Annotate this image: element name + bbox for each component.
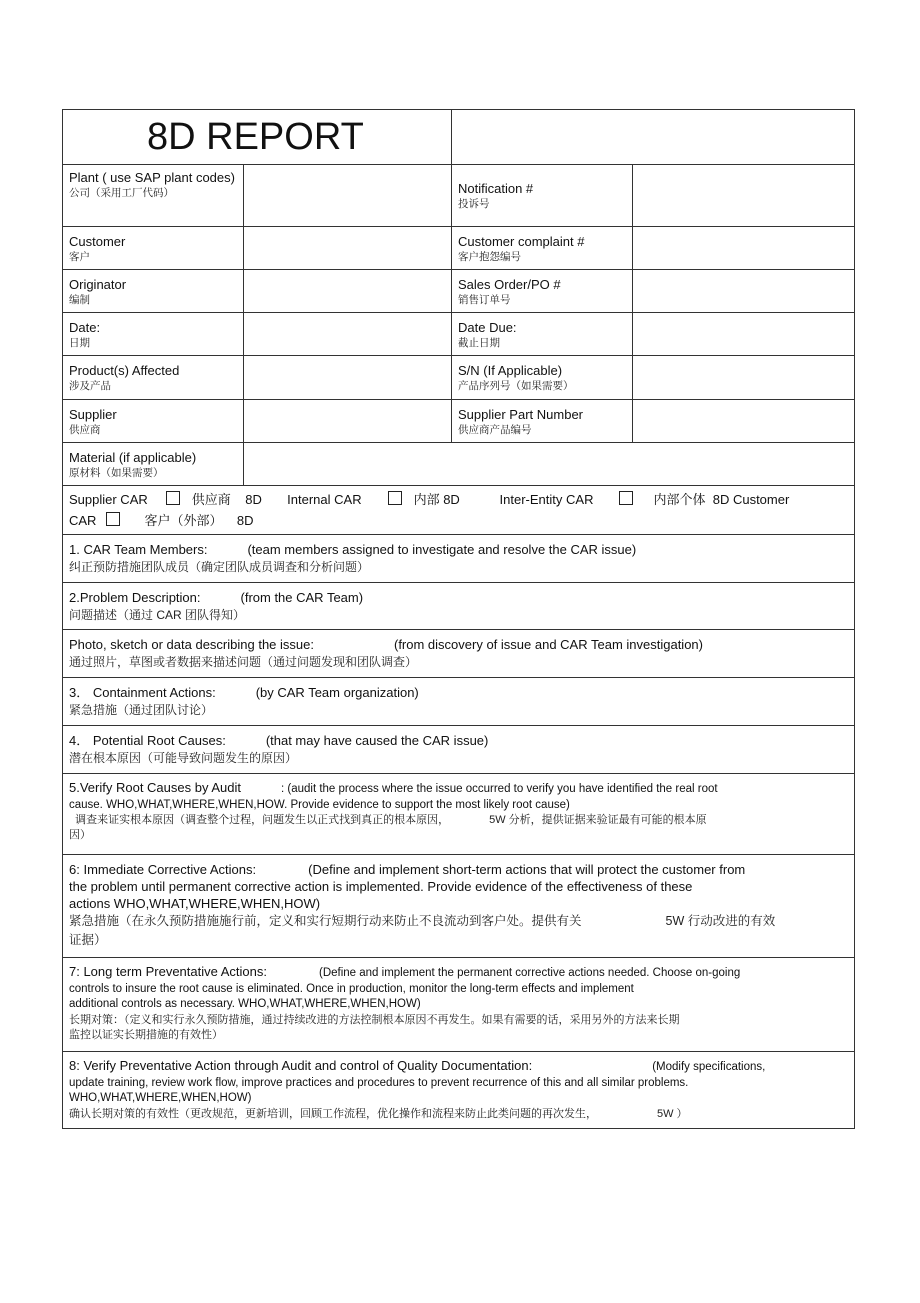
supplier-label-zh: 供应商 bbox=[69, 423, 101, 436]
supplier-value-cell[interactable] bbox=[244, 400, 452, 442]
notification-label-zh: 投诉号 bbox=[458, 198, 490, 210]
section-6-cell[interactable] bbox=[63, 855, 854, 957]
car-type-line-1 bbox=[69, 489, 848, 510]
section-1-desc: (team members assigned to investigate and resolve the CAR issue) bbox=[247, 542, 637, 557]
section-8-title: 8: Verify Preventative Action through Audit and control of Quality Documentation: bbox=[69, 1058, 533, 1073]
products-row bbox=[62, 356, 855, 400]
supplier-car-label: Supplier CAR bbox=[69, 492, 148, 507]
section-3-zh: 紧急措施（通过团队讨论） bbox=[69, 703, 214, 717]
products-label-cell bbox=[63, 356, 244, 399]
section-6-zh2: 证据） bbox=[69, 933, 107, 947]
complaint-label-cell bbox=[452, 227, 633, 269]
section-5-desc: : (audit the process where the issue occurred to verify you have identified the real root bbox=[280, 783, 718, 795]
section-5-zh-b: 5W 分析，提供证据来验证最有可能的根本原 bbox=[489, 814, 707, 826]
sales-order-label-cell bbox=[452, 270, 633, 312]
title-blank-cell[interactable] bbox=[452, 110, 854, 164]
section-7-zh: 长期对策：（定义和实行永久预防措施，通过持续改进的方法控制根本原因不再发生。如果有需要的话，采用另外的方法来长期 bbox=[69, 1013, 680, 1026]
section-6-zh-b: 5W 行动改进的有效 bbox=[665, 914, 776, 928]
section-8 bbox=[62, 1052, 855, 1129]
customer-label-cell bbox=[63, 227, 244, 269]
date-value-cell[interactable] bbox=[244, 313, 452, 355]
section-5-title: 5.Verify Root Causes by Audit bbox=[69, 780, 241, 795]
supplier-part-label-cell bbox=[452, 400, 633, 442]
section-8-desc: (Modify specifications, bbox=[652, 1061, 766, 1073]
date-due-label-zh: 截止日期 bbox=[458, 336, 500, 349]
section-2-title: 2.Problem Description: bbox=[69, 590, 201, 605]
sn-label-cell bbox=[452, 356, 633, 399]
customer-label: Customer bbox=[69, 233, 126, 249]
section-2 bbox=[62, 583, 855, 630]
report-title: 8D REPORT bbox=[147, 116, 364, 158]
section-6-desc: (Define and implement short-term actions that will protect the customer from bbox=[308, 862, 746, 877]
material-value-cell[interactable] bbox=[244, 443, 854, 485]
supplier-part-value-cell[interactable] bbox=[633, 400, 854, 442]
section-8-desc3: WHO,WHAT,WHERE,WHEN,HOW) bbox=[69, 1092, 252, 1104]
customer-label-zh: 客户 bbox=[69, 250, 90, 263]
originator-label-zh: 编制 bbox=[69, 293, 90, 306]
section-1-cell[interactable] bbox=[63, 535, 854, 582]
products-label-zh: 涉及产品 bbox=[69, 380, 111, 392]
section-8-zh: 确认长期对策的有效性（更改规范，更新培训，回顾工作流程，优化操作和流程来防止此类问题的再次发生， bbox=[69, 1107, 597, 1120]
car-type-line-2 bbox=[69, 510, 848, 531]
complaint-label-zh: 客户抱怨编号 bbox=[458, 250, 521, 263]
section-photo-cell[interactable] bbox=[63, 630, 854, 677]
supplier-8d-label: 8D bbox=[245, 492, 262, 507]
section-6-desc2: the problem until permanent corrective action is implemented. Provide evidence of the effectiveness of these bbox=[69, 879, 693, 894]
car-label: CAR bbox=[69, 513, 97, 528]
inter-entity-zh: 内部个体 bbox=[653, 492, 706, 507]
section-5-desc2: cause. WHO,WHAT,WHERE,WHEN,HOW. Provide evidence to support the most likely root cause) bbox=[69, 798, 570, 811]
report-form bbox=[62, 109, 855, 1129]
plant-value-cell[interactable] bbox=[244, 165, 452, 226]
section-5 bbox=[62, 774, 855, 855]
supplier-car-checkbox[interactable] bbox=[166, 491, 180, 505]
supplier-car-zh: 供应商 bbox=[191, 492, 231, 507]
notification-label-cell bbox=[452, 165, 633, 226]
internal-car-label: Internal CAR bbox=[287, 492, 362, 507]
section-photo bbox=[62, 630, 855, 678]
section-4 bbox=[62, 726, 855, 774]
date-label-cell bbox=[63, 313, 244, 355]
sales-order-label-zh: 销售订单号 bbox=[458, 293, 511, 306]
sn-label: S/N (If Applicable) bbox=[458, 363, 563, 378]
section-photo-title: Photo, sketch or data describing the issue: bbox=[69, 637, 314, 652]
date-due-value-cell[interactable] bbox=[633, 313, 854, 355]
date-due-label: Date Due: bbox=[458, 319, 517, 335]
plant-label: Plant ( use SAP plant codes) bbox=[69, 170, 235, 185]
section-7-desc3: additional controls as necessary. WHO,WHAT,WHERE,WHEN,HOW) bbox=[69, 998, 421, 1010]
title-row bbox=[62, 109, 855, 165]
date-due-label-cell bbox=[452, 313, 633, 355]
internal-car-checkbox[interactable] bbox=[388, 491, 402, 505]
internal-car-zh: 内部 8D bbox=[413, 492, 460, 507]
section-4-zh: 潜在根本原因（可能导致问题发生的原因） bbox=[69, 751, 298, 765]
products-value-cell[interactable] bbox=[244, 356, 452, 399]
section-photo-zh: 通过照片，草图或者数据来描述问题（通过问题发现和团队调查） bbox=[69, 655, 418, 669]
originator-label: Originator bbox=[69, 276, 127, 292]
supplier-label-cell bbox=[63, 400, 244, 442]
customer-row bbox=[62, 227, 855, 270]
customer-car-zh: 客户（外部） bbox=[144, 513, 223, 528]
material-label-cell bbox=[63, 443, 244, 485]
supplier-label: Supplier bbox=[69, 406, 117, 422]
section-3 bbox=[62, 678, 855, 726]
date-label-zh: 日期 bbox=[69, 336, 90, 349]
supplier-part-label: Supplier Part Number bbox=[458, 406, 583, 422]
material-label: Material (if applicable) bbox=[69, 449, 197, 465]
section-7-zh2: 监控以证实长期措施的有效性） bbox=[69, 1028, 223, 1041]
section-5-zh2: 因） bbox=[69, 829, 91, 841]
complaint-label: Customer complaint # bbox=[458, 233, 585, 249]
section-2-zh: 问题描述（通过 CAR 团队得知） bbox=[69, 608, 246, 622]
customer-8d-label: 8D bbox=[236, 513, 254, 528]
sales-order-value-cell[interactable] bbox=[633, 270, 854, 312]
date-label: Date: bbox=[69, 319, 101, 335]
originator-value-cell[interactable] bbox=[244, 270, 452, 312]
material-row bbox=[62, 443, 855, 486]
originator-row bbox=[62, 270, 855, 313]
supplier-row bbox=[62, 400, 855, 443]
section-1 bbox=[62, 535, 855, 583]
section-3-cell[interactable] bbox=[63, 678, 854, 725]
sales-order-label: Sales Order/PO # bbox=[458, 276, 561, 292]
plant-row bbox=[62, 165, 855, 227]
notification-label: Notification # bbox=[458, 181, 534, 196]
inter-entity-car-label: Inter-Entity CAR bbox=[499, 492, 594, 507]
section-7 bbox=[62, 958, 855, 1052]
section-2-cell[interactable] bbox=[63, 583, 854, 629]
section-4-title: 4． Potential Root Causes: bbox=[69, 733, 226, 748]
customer-car-label: 8D Customer bbox=[712, 492, 790, 507]
section-3-title: 3． Containment Actions: bbox=[69, 685, 216, 700]
section-5-zh: 调查来证实根本原因（调查整个过程，问题发生以正式找到真正的根本原因， bbox=[75, 814, 450, 826]
section-1-zh: 纠正预防措施团队成员（确定团队成员调查和分析问题） bbox=[69, 560, 370, 574]
inter-entity-car-checkbox[interactable] bbox=[619, 491, 633, 505]
sn-label-zh: 产品序列号（如果需要） bbox=[458, 380, 574, 392]
section-7-title: 7: Long term Preventative Actions: bbox=[69, 964, 267, 979]
sn-value-cell[interactable] bbox=[633, 356, 854, 399]
section-4-cell[interactable] bbox=[63, 726, 854, 773]
section-5-cell[interactable] bbox=[63, 774, 854, 854]
section-4-desc: (that may have caused the CAR issue) bbox=[265, 733, 489, 748]
section-1-title: 1. CAR Team Members: bbox=[69, 542, 208, 557]
section-3-desc: (by CAR Team organization) bbox=[255, 685, 419, 700]
notification-value-cell[interactable] bbox=[633, 165, 854, 226]
car-type-cell bbox=[63, 486, 854, 534]
products-label: Product(s) Affected bbox=[69, 363, 180, 378]
plant-label-zh: 公司（采用工厂代码） bbox=[69, 187, 174, 199]
complaint-value-cell[interactable] bbox=[633, 227, 854, 269]
date-row bbox=[62, 313, 855, 356]
section-8-cell[interactable] bbox=[63, 1052, 854, 1128]
section-6-zh: 紧急措施（在永久预防措施施行前，定义和实行短期行动来防止不良流动到客户处。提供有关 bbox=[69, 914, 582, 928]
section-6-title: 6: Immediate Corrective Actions: bbox=[69, 862, 257, 877]
section-7-cell[interactable] bbox=[63, 958, 854, 1051]
section-2-desc: (from the CAR Team) bbox=[240, 590, 364, 605]
section-6-desc3: actions WHO,WHAT,WHERE,WHEN,HOW) bbox=[69, 896, 321, 911]
car-type-row bbox=[62, 486, 855, 535]
section-8-zh-b: 5W ） bbox=[657, 1107, 688, 1120]
section-7-desc: (Define and implement the permanent corrective actions needed. Choose on-going bbox=[319, 967, 741, 979]
section-6 bbox=[62, 855, 855, 958]
material-label-zh: 原材料（如果需要） bbox=[69, 466, 164, 479]
supplier-part-label-zh: 供应商产品编号 bbox=[458, 423, 532, 436]
section-7-desc2: controls to insure the root cause is eliminated. Once in production, monitor the long-term effects and implement bbox=[69, 982, 634, 995]
section-8-desc2: update training, review work flow, improve practices and procedures to prevent recurrence of this and all similar problems. bbox=[69, 1076, 689, 1089]
customer-value-cell[interactable] bbox=[244, 227, 452, 269]
section-photo-desc: (from discovery of issue and CAR Team investigation) bbox=[393, 637, 703, 652]
title-cell bbox=[63, 110, 452, 164]
customer-car-checkbox[interactable] bbox=[106, 512, 120, 526]
plant-label-cell bbox=[63, 165, 244, 226]
originator-label-cell bbox=[63, 270, 244, 312]
